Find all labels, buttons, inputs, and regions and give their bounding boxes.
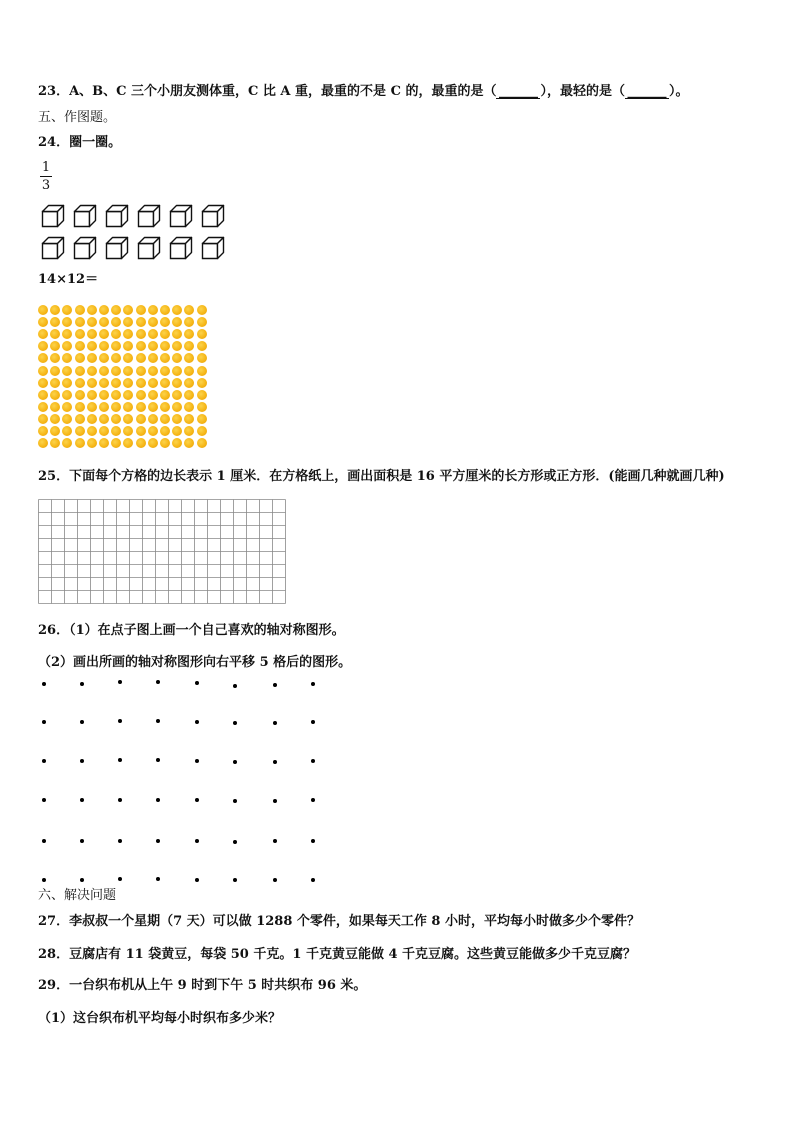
- orange-dot: [62, 390, 72, 400]
- orange-dot: [62, 317, 72, 327]
- orange-dot: [62, 402, 72, 412]
- orange-dot: [136, 414, 146, 424]
- orange-dot: [111, 341, 121, 351]
- orange-dot: [197, 426, 207, 436]
- cube-icon: [41, 204, 65, 228]
- orange-dot: [197, 438, 207, 448]
- orange-dot: [148, 329, 158, 339]
- orange-dot: [136, 426, 146, 436]
- orange-dot: [148, 414, 158, 424]
- orange-dot: [172, 378, 182, 388]
- orange-dot: [99, 402, 109, 412]
- question-25-text: 25．下面每个方格的边长表示 1 厘米．在方格纸上，画出面积是 16 平方厘米的长方形或正方形．(能画几种就画几种): [38, 469, 725, 484]
- grid-point[interactable]: [42, 798, 46, 802]
- orange-dot: [62, 438, 72, 448]
- cube-icon: [137, 204, 161, 228]
- grid-point[interactable]: [80, 720, 84, 724]
- grid-point[interactable]: [233, 684, 237, 688]
- orange-dot: [50, 438, 60, 448]
- orange-dot: [87, 317, 97, 327]
- orange-dot: [62, 378, 72, 388]
- grid-point[interactable]: [311, 759, 315, 763]
- grid-point[interactable]: [233, 840, 237, 844]
- orange-dot: [62, 305, 72, 315]
- orange-dot: [123, 353, 133, 363]
- orange-dot: [87, 341, 97, 351]
- orange-dot: [148, 426, 158, 436]
- orange-dot: [160, 426, 170, 436]
- orange-dot: [38, 317, 48, 327]
- question-23: [38, 84, 688, 100]
- orange-dot: [123, 378, 133, 388]
- orange-dot: [184, 414, 194, 424]
- orange-dot: [38, 402, 48, 412]
- grid-point[interactable]: [118, 798, 122, 802]
- orange-dot: [87, 366, 97, 376]
- orange-dot: [160, 378, 170, 388]
- orange-dot: [197, 378, 207, 388]
- orange-dot: [111, 438, 121, 448]
- fraction-bar: [40, 176, 52, 177]
- cube-icon: [105, 236, 129, 260]
- orange-dot: [123, 305, 133, 315]
- orange-dot: [160, 390, 170, 400]
- grid-point[interactable]: [80, 682, 84, 686]
- orange-dot: [87, 329, 97, 339]
- cube-icon: [201, 204, 225, 228]
- question-28-text: 28．豆腐店有 11 袋黄豆，每袋 50 千克。1 千克黄豆能做 4 千克豆腐。这些黄豆能做多少千克豆腐？: [38, 947, 637, 962]
- orange-dot: [75, 366, 85, 376]
- orange-dot: [38, 366, 48, 376]
- orange-dot: [75, 414, 85, 424]
- grid-point[interactable]: [273, 799, 277, 803]
- orange-dot: [75, 426, 85, 436]
- orange-dot: [160, 366, 170, 376]
- orange-dot: [136, 402, 146, 412]
- orange-dot: [62, 366, 72, 376]
- question-23-text-before: 23．A、B、C 三个小朋友测体重，C 比 A 重，最重的不是 C 的，最重的是（: [38, 84, 497, 99]
- orange-dot: [197, 305, 207, 315]
- orange-dot: [197, 329, 207, 339]
- orange-dot: [50, 390, 60, 400]
- cube-icon: [41, 236, 65, 260]
- orange-dot: [38, 353, 48, 363]
- orange-dot: [38, 426, 48, 436]
- orange-dot: [136, 390, 146, 400]
- orange-dot: [111, 426, 121, 436]
- orange-dot: [111, 390, 121, 400]
- orange-dot: [160, 414, 170, 424]
- orange-dot: [136, 438, 146, 448]
- grid-point[interactable]: [233, 799, 237, 803]
- orange-dot: [136, 305, 146, 315]
- grid-point[interactable]: [80, 759, 84, 763]
- orange-dot: [87, 390, 97, 400]
- orange-dot: [172, 438, 182, 448]
- orange-dot: [75, 353, 85, 363]
- orange-dot: [172, 329, 182, 339]
- orange-dot: [99, 414, 109, 424]
- orange-dot: [50, 414, 60, 424]
- orange-dot: [123, 438, 133, 448]
- orange-dot: [172, 414, 182, 424]
- orange-dot: [111, 366, 121, 376]
- grid-point[interactable]: [80, 798, 84, 802]
- orange-dot: [99, 317, 109, 327]
- orange-dot: [75, 390, 85, 400]
- grid-point[interactable]: [118, 839, 122, 843]
- orange-dot: [50, 341, 60, 351]
- orange-dot: [184, 402, 194, 412]
- orange-dot: [148, 378, 158, 388]
- multiplication-equation: 14×12＝: [38, 272, 99, 287]
- orange-dot: [99, 438, 109, 448]
- grid-point[interactable]: [42, 759, 46, 763]
- question-23-text-middle: ），最轻的是（: [540, 84, 625, 99]
- orange-dot: [160, 402, 170, 412]
- orange-dot: [160, 341, 170, 351]
- orange-dot: [62, 353, 72, 363]
- cube-icon: [169, 236, 193, 260]
- orange-dot: [75, 341, 85, 351]
- square-grid-paper[interactable]: [38, 499, 287, 605]
- orange-dot: [99, 378, 109, 388]
- cube-icon: [73, 236, 97, 260]
- grid-point[interactable]: [311, 839, 315, 843]
- orange-dot: [75, 378, 85, 388]
- grid-point[interactable]: [156, 839, 160, 843]
- orange-dot: [123, 414, 133, 424]
- orange-dot: [75, 317, 85, 327]
- section-6-title: 六、解决问题: [38, 888, 117, 903]
- orange-dot: [111, 378, 121, 388]
- orange-dot: [184, 378, 194, 388]
- orange-dot: [99, 426, 109, 436]
- grid-point[interactable]: [311, 878, 315, 882]
- grid-point[interactable]: [195, 839, 199, 843]
- orange-dot: [148, 402, 158, 412]
- orange-dot: [38, 390, 48, 400]
- orange-dot: [123, 402, 133, 412]
- grid-point[interactable]: [273, 878, 277, 882]
- orange-dot: [50, 366, 60, 376]
- grid-point[interactable]: [42, 682, 46, 686]
- orange-dot: [136, 353, 146, 363]
- orange-dot: [50, 317, 60, 327]
- orange-dot: [87, 305, 97, 315]
- orange-dot: [99, 305, 109, 315]
- orange-dot: [136, 366, 146, 376]
- orange-dot: [184, 438, 194, 448]
- orange-dot: [38, 305, 48, 315]
- orange-dot: [184, 366, 194, 376]
- orange-dot: [50, 305, 60, 315]
- orange-dot: [99, 353, 109, 363]
- orange-dot: [123, 329, 133, 339]
- orange-dot: [136, 341, 146, 351]
- fraction-denominator: 3: [41, 178, 51, 193]
- orange-dot: [111, 353, 121, 363]
- grid-point[interactable]: [118, 758, 122, 762]
- orange-dot: [197, 317, 207, 327]
- answer-blank-lightest[interactable]: ______: [625, 86, 669, 99]
- orange-dot: [111, 402, 121, 412]
- orange-dot: [123, 341, 133, 351]
- orange-dot: [160, 317, 170, 327]
- fraction-one-third: [40, 160, 52, 193]
- orange-dot: [62, 426, 72, 436]
- grid-point[interactable]: [195, 878, 199, 882]
- grid-point[interactable]: [80, 878, 84, 882]
- orange-dot: [50, 353, 60, 363]
- grid-point[interactable]: [195, 798, 199, 802]
- orange-dot: [172, 305, 182, 315]
- orange-dot: [111, 317, 121, 327]
- orange-dot: [87, 378, 97, 388]
- orange-dot: [172, 390, 182, 400]
- orange-dot: [99, 341, 109, 351]
- grid-point[interactable]: [156, 680, 160, 684]
- grid-point[interactable]: [195, 720, 199, 724]
- grid-point[interactable]: [156, 758, 160, 762]
- orange-dot: [197, 390, 207, 400]
- orange-dot: [172, 353, 182, 363]
- cube-icon: [105, 204, 129, 228]
- grid-point[interactable]: [311, 720, 315, 724]
- orange-dot: [111, 414, 121, 424]
- orange-dot: [184, 329, 194, 339]
- orange-dot: [62, 329, 72, 339]
- question-29-text: 29．一台织布机从上午 9 时到下午 5 时共织布 96 米。: [38, 978, 367, 993]
- orange-dot: [148, 366, 158, 376]
- orange-dot: [172, 426, 182, 436]
- orange-dot: [184, 426, 194, 436]
- orange-dot: [87, 402, 97, 412]
- grid-point[interactable]: [311, 798, 315, 802]
- orange-dot: [99, 390, 109, 400]
- cube-icon: [137, 236, 161, 260]
- orange-dot: [197, 402, 207, 412]
- question-27-text: 27．李叔叔一个星期（7 天）可以做 1288 个零件，如果每天工作 8 小时，平均每小时做多少个零件？: [38, 914, 640, 929]
- orange-dot: [111, 305, 121, 315]
- orange-dot: [184, 353, 194, 363]
- orange-dot: [172, 317, 182, 327]
- grid-point[interactable]: [233, 878, 237, 882]
- orange-dot: [38, 414, 48, 424]
- orange-dot: [111, 329, 121, 339]
- orange-dot: [75, 329, 85, 339]
- fraction-numerator: 1: [41, 160, 51, 175]
- grid-point[interactable]: [273, 683, 277, 687]
- cube-icon: [169, 204, 193, 228]
- orange-dot: [148, 341, 158, 351]
- orange-dot: [50, 426, 60, 436]
- cube-icon: [201, 236, 225, 260]
- orange-dot: [160, 305, 170, 315]
- orange-dot: [87, 353, 97, 363]
- orange-dot: [123, 317, 133, 327]
- orange-dot: [123, 426, 133, 436]
- orange-dot: [136, 329, 146, 339]
- orange-dot: [160, 438, 170, 448]
- grid-point[interactable]: [80, 839, 84, 843]
- orange-dot: [172, 341, 182, 351]
- grid-point[interactable]: [156, 877, 160, 881]
- orange-dot: [148, 305, 158, 315]
- orange-dot: [136, 378, 146, 388]
- grid-point[interactable]: [233, 760, 237, 764]
- orange-dot: [172, 366, 182, 376]
- orange-dot: [123, 366, 133, 376]
- answer-blank-heaviest[interactable]: ______: [496, 86, 540, 99]
- orange-dot: [123, 390, 133, 400]
- orange-dot: [99, 329, 109, 339]
- orange-dot: [184, 341, 194, 351]
- question-23-text-after: ）。: [668, 84, 689, 99]
- orange-dot: [184, 390, 194, 400]
- orange-dot: [148, 317, 158, 327]
- orange-dot: [148, 438, 158, 448]
- orange-dot: [75, 305, 85, 315]
- question-24-title: 24．圈一圈。: [38, 135, 122, 150]
- orange-dot: [87, 426, 97, 436]
- orange-dot: [62, 341, 72, 351]
- orange-dot: [184, 317, 194, 327]
- orange-dot: [160, 353, 170, 363]
- orange-dot: [38, 438, 48, 448]
- orange-dot: [99, 366, 109, 376]
- orange-dot: [197, 414, 207, 424]
- orange-dot: [148, 353, 158, 363]
- grid-point[interactable]: [195, 681, 199, 685]
- grid-point[interactable]: [118, 877, 122, 881]
- orange-dot: [197, 366, 207, 376]
- grid-point[interactable]: [273, 760, 277, 764]
- orange-dot: [50, 402, 60, 412]
- cube-icon: [73, 204, 97, 228]
- orange-dot: [87, 438, 97, 448]
- orange-dot: [75, 438, 85, 448]
- orange-dot: [38, 341, 48, 351]
- grid-point[interactable]: [42, 878, 46, 882]
- question-26-part-2: （2）画出所画的轴对称图形向右平移 5 格后的图形。: [38, 655, 352, 670]
- grid-point[interactable]: [195, 759, 199, 763]
- orange-dot: [75, 402, 85, 412]
- grid-point[interactable]: [233, 721, 237, 725]
- grid-point[interactable]: [118, 719, 122, 723]
- orange-dot: [136, 317, 146, 327]
- orange-dot: [184, 305, 194, 315]
- grid-point[interactable]: [118, 680, 122, 684]
- orange-dot: [50, 378, 60, 388]
- question-26-part-1: 26．（1）在点子图上画一个自己喜欢的轴对称图形。: [38, 623, 345, 638]
- orange-dot: [38, 378, 48, 388]
- orange-dot: [197, 341, 207, 351]
- orange-dot: [50, 329, 60, 339]
- grid-point[interactable]: [273, 839, 277, 843]
- grid-point[interactable]: [156, 719, 160, 723]
- orange-dot: [160, 329, 170, 339]
- orange-dot: [148, 390, 158, 400]
- orange-dot: [87, 414, 97, 424]
- orange-dot: [62, 414, 72, 424]
- question-29-part-1: （1）这台织布机平均每小时织布多少米？: [38, 1011, 282, 1026]
- grid-point[interactable]: [42, 839, 46, 843]
- grid-point[interactable]: [42, 720, 46, 724]
- orange-dot: [38, 329, 48, 339]
- orange-dot: [172, 402, 182, 412]
- grid-point[interactable]: [156, 798, 160, 802]
- grid-point[interactable]: [311, 682, 315, 686]
- section-5-title: 五、作图题。: [38, 110, 117, 125]
- grid-point[interactable]: [273, 721, 277, 725]
- orange-dot: [197, 353, 207, 363]
